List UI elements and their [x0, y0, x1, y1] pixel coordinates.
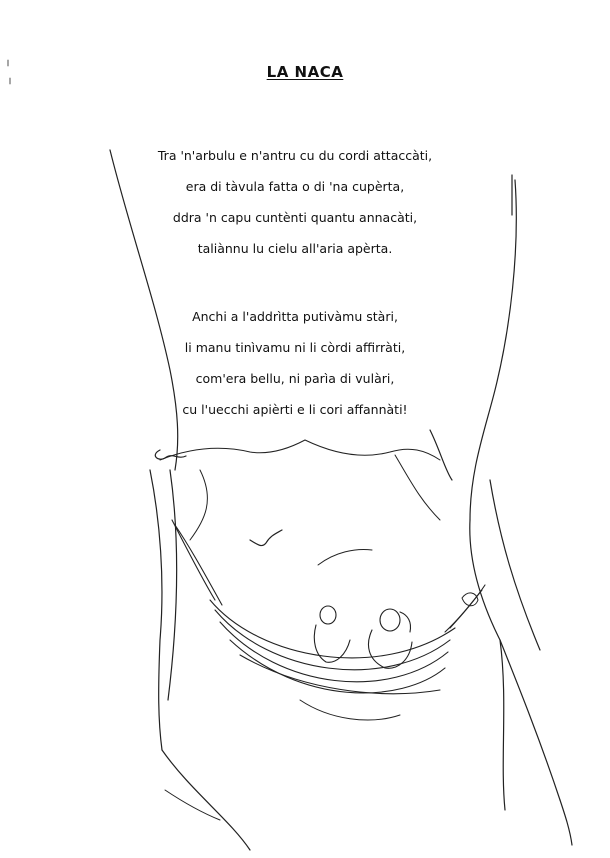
hammock-ropes — [172, 520, 485, 632]
stanza — [0, 140, 590, 264]
bird — [250, 530, 282, 546]
poem-line: ddra 'n capu cuntènti quantu annacàti, — [172, 210, 418, 225]
poem-line: cu l'uecchi apièrti e li cori affannàti! — [182, 402, 408, 417]
poem-line: Tra 'n'arbulu e n'antru cu du cordi attaccàti, — [157, 148, 433, 163]
hammock — [210, 600, 455, 694]
stanza — [0, 301, 590, 425]
figures — [314, 606, 412, 668]
poem-line: era di tàvula fatta o di 'na cupèrta, — [185, 179, 405, 194]
poem-line: com'era bellu, ni parìa di vulàri, — [195, 371, 395, 386]
stanza-gap — [0, 264, 590, 301]
poem-title: LA NACA — [266, 63, 344, 81]
small-creature — [462, 593, 478, 606]
foliage — [160, 440, 440, 540]
poem-line: Anchi a l'addrìtta putivàmu stàri, — [192, 309, 398, 324]
ground — [165, 700, 400, 820]
poem-line: taliànnu lu cielu all'aria apèrta. — [197, 241, 393, 256]
wind-stroke — [318, 550, 372, 565]
poem-line: li manu tinìvamu ni li còrdi affirràti, — [184, 340, 406, 355]
poem-body — [0, 140, 590, 425]
